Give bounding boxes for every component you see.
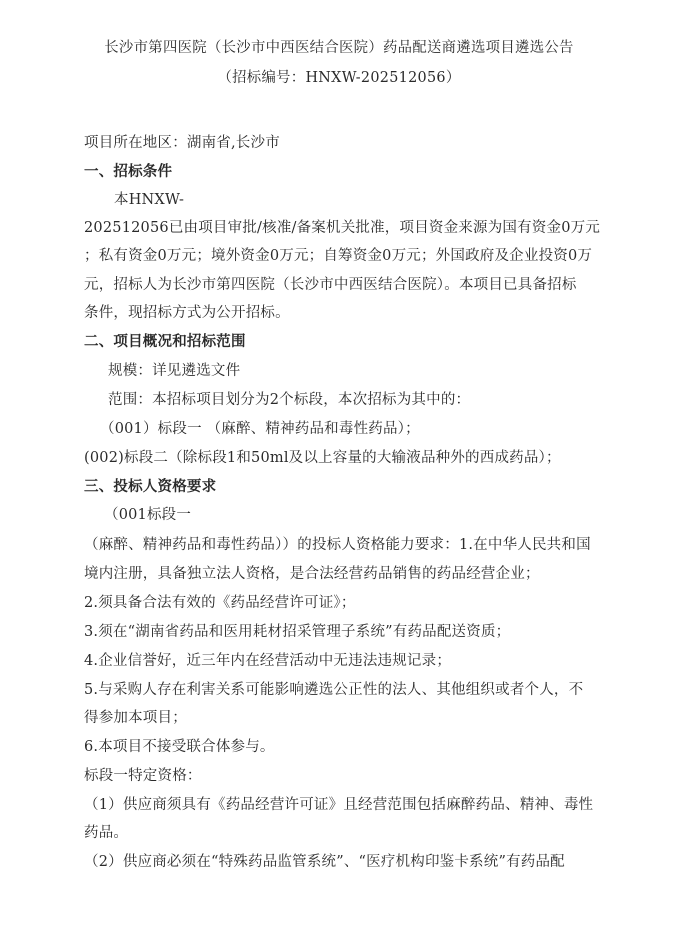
section-1-heading: 一、招标条件 — [84, 164, 173, 180]
section-3-line: 5.与采购人存在利害关系可能影响遴选公正性的法人、其他组织或者个人，不 — [84, 682, 584, 698]
section-1-line: 202512056已由项目审批/核准/备案机关批准，项目资金来源为国有资金0万元 — [84, 220, 601, 236]
section-3-line: 标段一特定资格： — [84, 768, 202, 784]
section-2-line: 规模：详见遴选文件 — [108, 363, 241, 379]
section-1-line: 条件，现招标方式为公开招标。 — [84, 305, 290, 321]
section-3-line: （2）供应商必须在“特殊药品监管系统”、“医疗机构印鉴卡系统”有药品配 — [84, 854, 565, 870]
section-3-line: 2.须具备合法有效的《药品经营许可证》； — [84, 595, 356, 611]
section-2-line: (002)标段二（除标段1和50ml及以上容量的大输液品种外的西成药品）； — [84, 450, 561, 466]
section-1-line: 本HNXW- — [114, 192, 185, 208]
section-2-heading: 二、项目概况和招标范围 — [84, 334, 246, 350]
section-3-line: 药品。 — [84, 825, 129, 841]
project-location: 项目所在地区：湖南省,长沙市 — [84, 135, 280, 151]
document-title: 长沙市第四医院（长沙市中西医结合医院）药品配送商遴选项目遴选公告 — [104, 40, 574, 56]
section-2-line: 范围：本招标项目划分为2个标段，本次招标为其中的： — [108, 392, 471, 408]
section-2-line: （001）标段一 （麻醉、精神药品和毒性药品）； — [100, 421, 420, 437]
section-3-line: （001标段一 — [104, 507, 192, 523]
section-3-line: 境内注册，具备独立法人资格，是合法经营药品销售的药品经营企业； — [84, 566, 540, 582]
bid-number: （招标编号：HNXW-202512056） — [217, 70, 461, 86]
section-3-line: 6.本项目不接受联合体参与。 — [84, 739, 275, 755]
section-3-line: （1）供应商须具有《药品经营许可证》且经营范围包括麻醉药品、精神、毒性 — [84, 797, 594, 813]
section-3-line: （麻醉、精神药品和毒性药品））的投标人资格能力要求：1.在中华人民共和国 — [84, 537, 591, 553]
section-3-line: 得参加本项目； — [84, 710, 187, 726]
section-1-line: 元，招标人为长沙市第四医院（长沙市中西医结合医院）。本项目已具备招标 — [84, 277, 577, 293]
section-3-line: 4.企业信誉好，近三年内在经营活动中无违法违规记录； — [84, 653, 452, 669]
section-1-line: ；私有资金0万元；境外资金0万元；自筹资金0万元；外国政府及企业投资0万 — [84, 248, 593, 264]
section-3-heading: 三、投标人资格要求 — [84, 479, 217, 495]
section-3-line: 3.须在“湖南省药品和医用耗材招采管理子系统”有药品配送资质； — [84, 624, 511, 640]
